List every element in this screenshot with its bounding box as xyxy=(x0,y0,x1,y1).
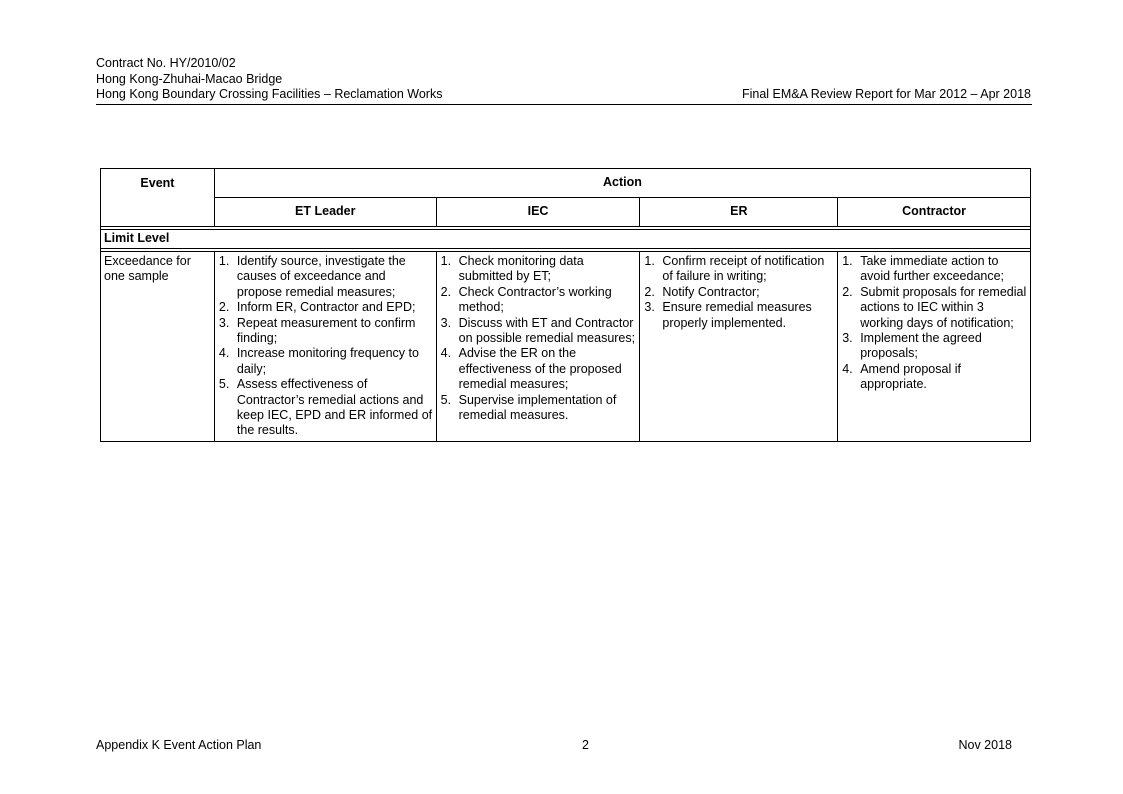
er-column-header: ER xyxy=(640,198,838,227)
list-item: Notify Contractor; xyxy=(662,284,760,299)
list-item: Check Contractor’s working method; xyxy=(458,284,612,315)
list-item: Supervise implementation of remedial measures. xyxy=(458,392,617,423)
list-item: Take immediate action to avoid further exceedance; xyxy=(860,254,1005,284)
list-item: Identify source, investigate the causes of exceedance and propose remedial measures; xyxy=(236,254,406,299)
action-column-header: Action xyxy=(214,169,1030,198)
contractor-column-header: Contractor xyxy=(838,198,1031,227)
list-item: Inform ER, Contractor and EPD; xyxy=(236,300,416,315)
event-action-table xyxy=(100,168,1031,442)
list-item: Increase monitoring frequency to daily; xyxy=(236,346,419,376)
project-name: Hong Kong-Zhuhai-Macao Bridge xyxy=(96,71,283,86)
list-item: Submit proposals for remedial actions to IEC within 3 working days of notification; xyxy=(860,284,1027,330)
list-item: Repeat measurement to confirm finding; xyxy=(236,315,416,346)
list-item: Advise the ER on the effectiveness of the proposed remedial measures; xyxy=(458,346,622,392)
list-item: Ensure remedial measures properly implemented. xyxy=(662,300,812,330)
list-item: Implement the agreed proposals; xyxy=(860,331,982,361)
list-item: Check monitoring data submitted by ET; xyxy=(458,254,584,284)
page-header xyxy=(96,56,1032,105)
page-number: 2 xyxy=(582,738,589,752)
er-actions xyxy=(640,252,838,442)
report-title: Final EM&A Review Report for Mar 2012 – Apr 2018 xyxy=(741,87,1031,101)
list-item: Assess effectiveness of Contractor’s remedial actions and keep IEC, EPD and ER informed of the results. xyxy=(236,377,433,438)
et-leader-actions xyxy=(214,252,436,442)
list-item: Amend proposal if appropriate. xyxy=(860,361,961,392)
list-item: Discuss with ET and Contractor on possible remedial measures; xyxy=(458,315,636,346)
table-row xyxy=(101,252,1031,442)
iec-actions xyxy=(436,252,640,442)
event-cell: Exceedance for one sample xyxy=(101,252,215,442)
iec-column-header: IEC xyxy=(436,198,640,227)
event-column-header: Event xyxy=(101,169,215,227)
et-leader-column-header: ET Leader xyxy=(214,198,436,227)
contractor-actions xyxy=(838,252,1031,442)
project-subtitle: Hong Kong Boundary Crossing Facilities – Reclamation Works xyxy=(96,87,443,101)
footer-date: Nov 2018 xyxy=(958,738,1012,752)
section-label: Limit Level xyxy=(101,230,1031,249)
appendix-title: Appendix K Event Action Plan xyxy=(96,738,262,752)
contract-info xyxy=(96,56,442,103)
contract-number: Contract No. HY/2010/02 xyxy=(96,56,236,70)
list-item: Confirm receipt of notification of failure in writing; xyxy=(662,254,825,284)
